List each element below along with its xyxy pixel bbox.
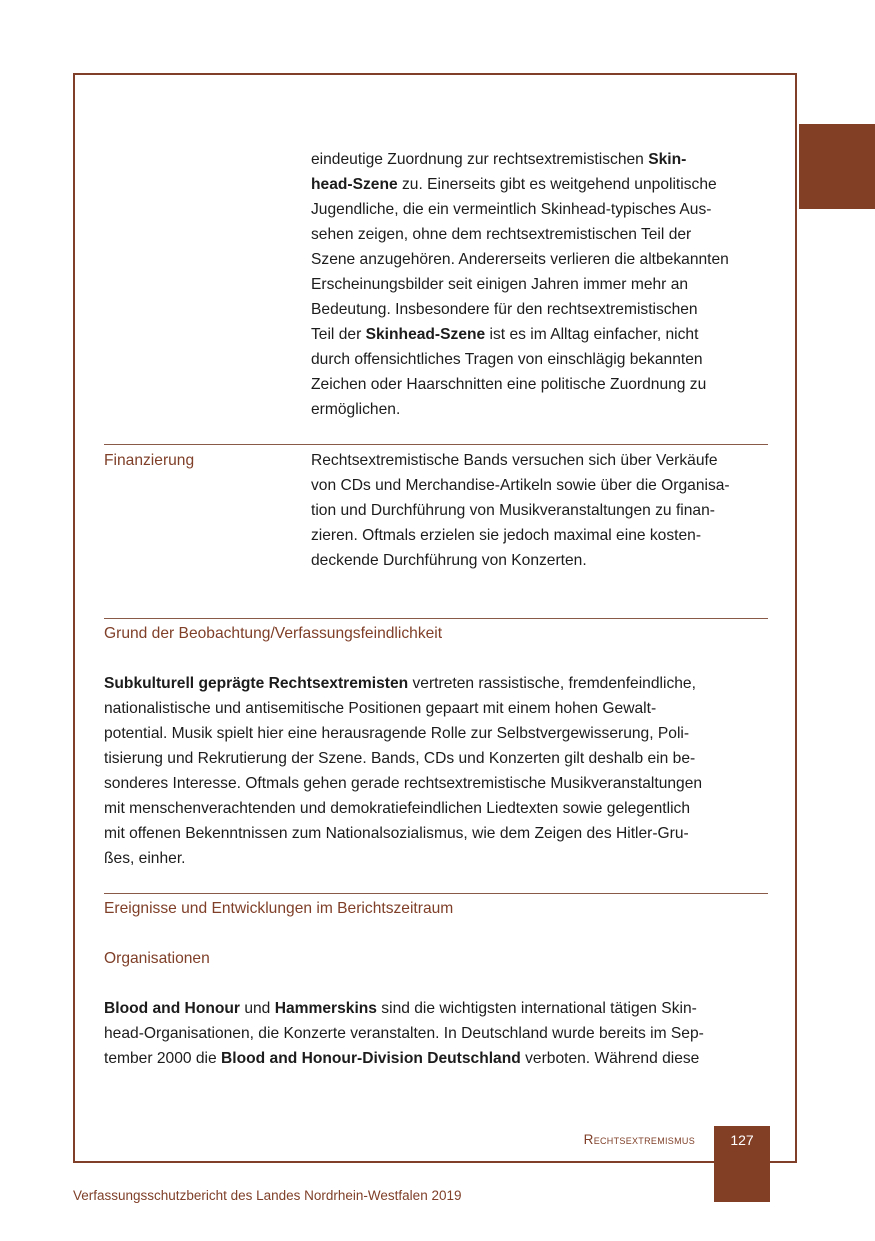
divider (104, 444, 768, 445)
page-number: 127 (730, 1132, 754, 1148)
text-run: deckende Durchführung von Konzerten. (311, 552, 587, 569)
text-run: von CDs und Merchandise-Artikeln sowie über die Organisa- (311, 477, 730, 494)
text-line (311, 172, 781, 197)
text-line (311, 297, 781, 322)
text-run: Szene anzugehören. Andererseits verlieren die altbekannten (311, 251, 729, 268)
text-line (311, 222, 781, 247)
text-run: ßes, einher. (104, 850, 186, 867)
text-line (311, 473, 781, 498)
text-run: ist es im Alltag einfacher, nicht (485, 326, 699, 343)
text-run: Zeichen oder Haarschnitten eine politische Zuordnung zu (311, 376, 707, 393)
financing-paragraph (311, 448, 781, 573)
text-line (311, 272, 781, 297)
observation-paragraph (104, 671, 794, 871)
events-heading: Ereignisse und Entwicklungen im Berichtszeitraum (104, 900, 454, 917)
text-line (104, 696, 794, 721)
bold-term: Skin- (648, 151, 687, 168)
text-line (311, 397, 781, 422)
observation-heading: Grund der Beobachtung/Verfassungsfeindlichkeit (104, 625, 443, 642)
text-line (104, 796, 794, 821)
continuation-paragraph (311, 147, 781, 422)
text-line (104, 1021, 794, 1046)
text-line (311, 197, 781, 222)
bold-term: Subkulturell geprägte Rechtsextremisten (104, 675, 409, 692)
text-run: sonderes Interesse. Oftmals gehen gerade rechtsextremistische Musikveranstaltungen (104, 775, 703, 792)
chapter-tab (799, 124, 875, 209)
bold-term: Skinhead-Szene (365, 326, 486, 343)
text-run: potential. Musik spielt hier eine herausragende Rolle zur Selbstvergewisserung, Poli- (104, 725, 690, 742)
text-line (311, 372, 781, 397)
text-line (311, 498, 781, 523)
text-run: verboten. Während diese (520, 1050, 700, 1067)
text-line (104, 746, 794, 771)
text-run: nationalistische und antisemitische Positionen gepaart mit einem hohen Gewalt- (104, 700, 657, 717)
text-line (311, 448, 781, 473)
text-run: durch offensichtliches Tragen von einschlägig bekannten (311, 351, 703, 368)
text-run: mit menschenverachtenden und demokratiefeindlichen Liedtexten sowie gelegentlich (104, 800, 690, 817)
organisations-subheading: Organisationen (104, 950, 210, 967)
bold-term: head-Szene (311, 176, 398, 193)
bold-term: Hammerskins (274, 1000, 377, 1017)
text-run: sind die wichtigsten international tätigen Skin- (376, 1000, 697, 1017)
text-run: head-Organisationen, die Konzerte veranstalten. In Deutschland wurde bereits im Sep- (104, 1025, 704, 1042)
text-line (104, 771, 794, 796)
text-line (104, 996, 794, 1021)
text-run: sehen zeigen, ohne dem rechtsextremistischen Teil der (311, 226, 692, 243)
text-run: Rechtsextremistische Bands versuchen sich über Verkäufe (311, 452, 718, 469)
divider (104, 893, 768, 894)
text-line (311, 147, 781, 172)
text-run: Bedeutung. Insbesondere für den rechtsextremistischen (311, 301, 698, 318)
text-line (104, 721, 794, 746)
text-line (104, 821, 794, 846)
divider (104, 618, 768, 619)
text-run: tisierung und Rekrutierung der Szene. Bands, CDs und Konzerten gilt deshalb ein be- (104, 750, 696, 767)
text-run: tion und Durchführung von Musikveranstaltungen zu finan- (311, 502, 715, 519)
financing-label: Finanzierung (104, 452, 195, 469)
text-line (311, 523, 781, 548)
text-run: Jugendliche, die ein vermeintlich Skinhead-typisches Aus- (311, 201, 712, 218)
text-run: Erscheinungsbilder seit einigen Jahren immer mehr an (311, 276, 689, 293)
text-line (104, 671, 794, 696)
text-line (104, 1046, 794, 1071)
text-run: und (240, 1000, 275, 1017)
text-run: zu. Einerseits gibt es weitgehend unpolitische (397, 176, 717, 193)
text-run: eindeutige Zuordnung zur rechtsextremistischen (311, 151, 649, 168)
bold-term: Blood and Honour-Division Deutschland (221, 1050, 521, 1067)
organisations-paragraph (104, 996, 794, 1071)
text-run: mit offenen Bekenntnissen zum Nationalsozialismus, wie dem Zeigen des Hitler-Gru- (104, 825, 689, 842)
bold-term: Blood and Honour (104, 1000, 240, 1017)
text-run: Teil der (311, 326, 366, 343)
text-line (311, 548, 781, 573)
text-run: ermöglichen. (311, 401, 401, 418)
footer-section-title: Rechtsextremismus (583, 1132, 695, 1147)
text-line (311, 247, 781, 272)
text-run: tember 2000 die (104, 1050, 222, 1067)
text-run: zieren. Oftmals erzielen sie jedoch maximal eine kosten- (311, 527, 702, 544)
text-line (311, 347, 781, 372)
text-line (311, 322, 781, 347)
publication-title: Verfassungsschutzbericht des Landes Nordrhein-Westfalen 2019 (73, 1188, 462, 1203)
text-line (104, 846, 794, 871)
text-run: vertreten rassistische, fremdenfeindliche, (408, 675, 696, 692)
